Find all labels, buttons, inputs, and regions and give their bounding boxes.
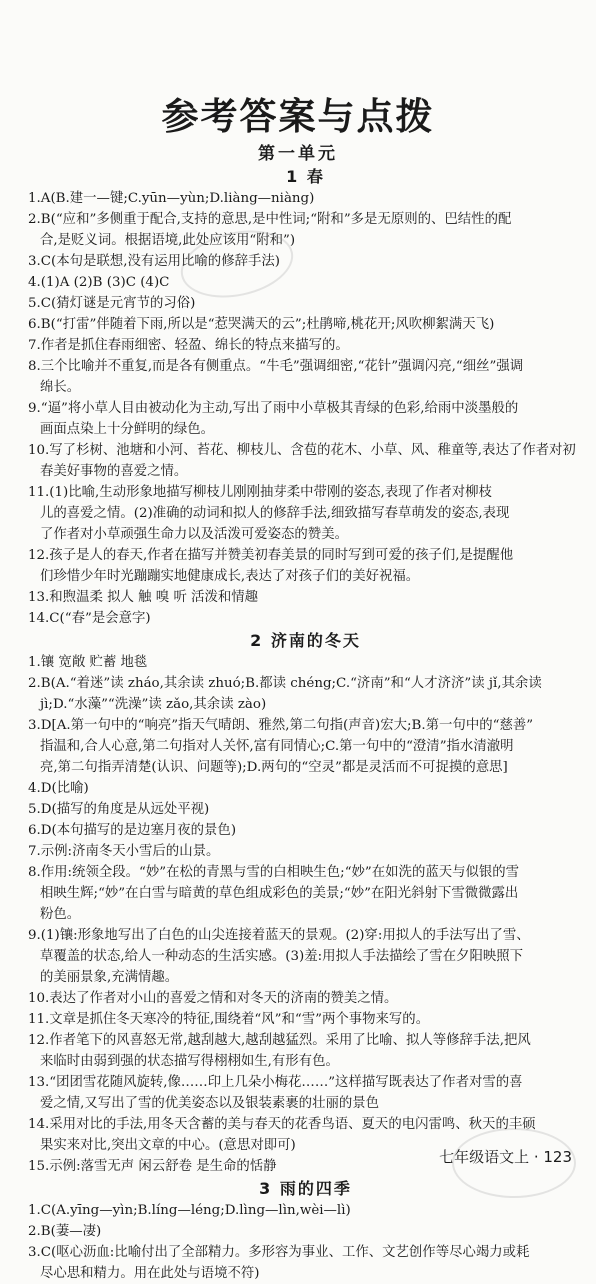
answer-item: 10.表达了作者对小山的喜爱之情和对冬天的济南的赞美之情。 [28, 991, 398, 1006]
answer-line-continued: 草覆盖的状态,给人一种动态的生活实感。(3)羞:用拟人手法描绘了雪在夕阳映照下 [40, 949, 524, 964]
answer-item: 9.(1)镶:形象地写出了白色的山尖连接着蓝天的景观。(2)穿:用拟人的手法写出了雪、 [28, 928, 530, 943]
answer-item: 3.C(呕心沥血:比喻付出了全部精力。多形容为事业、工作、文艺创作等尽心竭力或耗 [28, 1245, 530, 1260]
answer-item: 7.作者是抓住春雨细密、轻盈、绵长的特点来描写的。 [28, 338, 349, 353]
answer-line-continued: 春美好事物的喜爱之情。 [40, 464, 188, 479]
answer-item: 10.写了杉树、池塘和小河、苔花、柳枝儿、含苞的花木、小草、风、稚童等,表达了作者对初 [28, 443, 576, 458]
answer-list [28, 652, 583, 1177]
answer-line-continued: 的美丽景象,充满情趣。 [40, 970, 179, 985]
unit-title: 第一单元 [258, 144, 338, 164]
answer-item: 4.(1)A (2)B (3)C (4)C [28, 275, 170, 290]
answer-item: 13.“团团雪花随风旋转,像……印上几朵小梅花……”这样描写既表达了作者对雪的喜 [28, 1075, 523, 1090]
answer-item: 1.镶 宽敞 贮蓄 地毯 [28, 655, 148, 670]
answer-line-continued: 绵长。 [40, 380, 81, 395]
answer-content [28, 165, 583, 1284]
answer-item: 12.孩子是人的春天,作者在描写并赞美初春美景的同时写到可爱的孩子们,是提醒他 [28, 548, 514, 563]
page-footer: 七年级语文上 · 123 [439, 1148, 572, 1166]
answer-item: 8.三个比喻并不重复,而是各有侧重点。“牛毛”强调细密,“花针”强调闪亮,“细丝”强调 [28, 359, 524, 374]
answer-item: 14.C(“春”是会意字) [28, 611, 151, 626]
answer-item: 14.采用对比的手法,用冬天含蓄的美与春天的花香鸟语、夏天的电闪雷鸣、秋天的丰硕 [28, 1117, 536, 1132]
answer-list [28, 1200, 583, 1284]
answer-item: 11.(1)比喻,生动形象地描写柳枝儿刚刚抽芽柔中带刚的姿态,表现了作者对柳枝 [28, 485, 492, 500]
answer-line-continued: 儿的喜爱之情。(2)准确的动词和拟人的修辞手法,细致描写春草萌发的姿态,表现 [40, 506, 510, 521]
section-title: 1 春 [286, 167, 325, 186]
answer-item: 1.C(A.yīng—yìn;B.líng—léng;D.lìng—lìn,wèi—lì) [28, 1203, 351, 1218]
answer-item: 11.文章是抓住冬天寒冷的特征,围绕着“风”和“雪”两个事物来写的。 [28, 1012, 430, 1027]
answer-line-continued: 果实来对比,突出文章的中心。(意思对即可) [40, 1138, 296, 1153]
answer-list [28, 188, 583, 629]
answer-line-continued: 指温和,合人心意,第二句指对人关怀,富有同情心;C.第一句中的“澄清”指水清澈明 [40, 739, 514, 754]
answer-line-continued: 了作者对小草顽强生命力以及活泼可爱姿态的赞美。 [40, 527, 348, 542]
answer-line-continued: 画面点染上十分鲜明的绿色。 [40, 422, 215, 437]
answer-line-continued: 爱之情,又写出了雪的优美姿态以及银装素裹的壮丽的景色 [40, 1096, 380, 1111]
answer-item: 9.“逼”将小草人目由被动化为主动,写出了雨中小草极其青绿的色彩,给雨中淡墨般的 [28, 401, 519, 416]
answer-item: 15.示例:落雪无声 闲云舒卷 是生命的恬静 [28, 1159, 277, 1174]
answer-item: 7.示例:济南冬天小雪后的山景。 [28, 844, 220, 859]
answer-line-continued: 来临时由弱到强的状态描写得栩栩如生,有形有色。 [40, 1054, 339, 1069]
answer-item: 6.D(本句描写的是边塞月夜的景色) [28, 823, 237, 838]
answer-item: 3.C(本句是联想,没有运用比喻的修辞手法) [28, 254, 280, 269]
main-title: 参考答案与点拨 [161, 95, 435, 138]
answer-line-continued: 合,是贬义词。根据语境,此处应该用“附和”) [40, 233, 296, 248]
section-title: 2 济南的冬天 [250, 631, 361, 650]
answer-item: 5.C(猜灯谜是元宵节的习俗) [28, 296, 196, 311]
answer-item: 1.A(B.建一—键;C.yūn—yùn;D.liàng—niàng) [28, 191, 315, 206]
answer-line-continued: 相映生辉;“妙”在白雪与暗黄的草色组成彩色的美景;“妙”在阳光斜射下雪微微露出 [40, 886, 519, 901]
answer-item: 6.B(“打雷”伴随着下雨,所以是“惹哭满天的云”;杜鹃啼,桃花开;风吹柳絮满天飞) [28, 317, 495, 332]
answer-item: 13.和煦温柔 拟人 触 嗅 听 活泼和情趣 [28, 590, 259, 605]
answer-item: 4.D(比喻) [28, 781, 89, 796]
answer-item: 5.D(描写的角度是从远处平视) [28, 802, 210, 817]
answer-line-continued: 粉色。 [40, 907, 81, 922]
answer-line-continued: 尽心思和精力。用在此处与语境不符) [40, 1266, 260, 1281]
answer-item: 2.B(A.“着迷”读 zháo,其余读 zhuó;B.都读 chéng;C.“济南”和“人才济济”读 jǐ,其余读 [28, 676, 542, 691]
section-title: 3 雨的四季 [259, 1179, 352, 1198]
answer-item: 8.作用:统领全段。“妙”在松的青黑与雪的白相映生色;“妙”在如洗的蓝天与似银的雪 [28, 865, 520, 880]
answer-item: 2.B(“应和”多侧重于配合,支持的意思,是中性词;“附和”多是无原则的、巴结性的配 [28, 212, 512, 227]
answer-line-continued: 们珍惜少年时光蹦蹦实地健康成长,表达了对孩子们的美好祝福。 [40, 569, 420, 584]
answer-line-continued: jì;D.“水藻”“洗澡”读 zǎo,其余读 zào) [40, 697, 267, 712]
answer-item: 2.B(萋—凄) [28, 1224, 102, 1239]
answer-line-continued: 亮,第二句指弄清楚(认识、问题等);D.两句的“空灵”都是灵活而不可捉摸的意思] [40, 760, 508, 775]
answer-item: 12.作者笔下的风喜怒无常,越刮越大,越刮越猛烈。采用了比喻、拟人等修辞手法,把风 [28, 1033, 531, 1048]
answer-item: 3.D[A.第一句中的“响亮”指天气晴朗、雅然,第二句指(声音)宏大;B.第一句中的“慈善” [28, 718, 534, 733]
